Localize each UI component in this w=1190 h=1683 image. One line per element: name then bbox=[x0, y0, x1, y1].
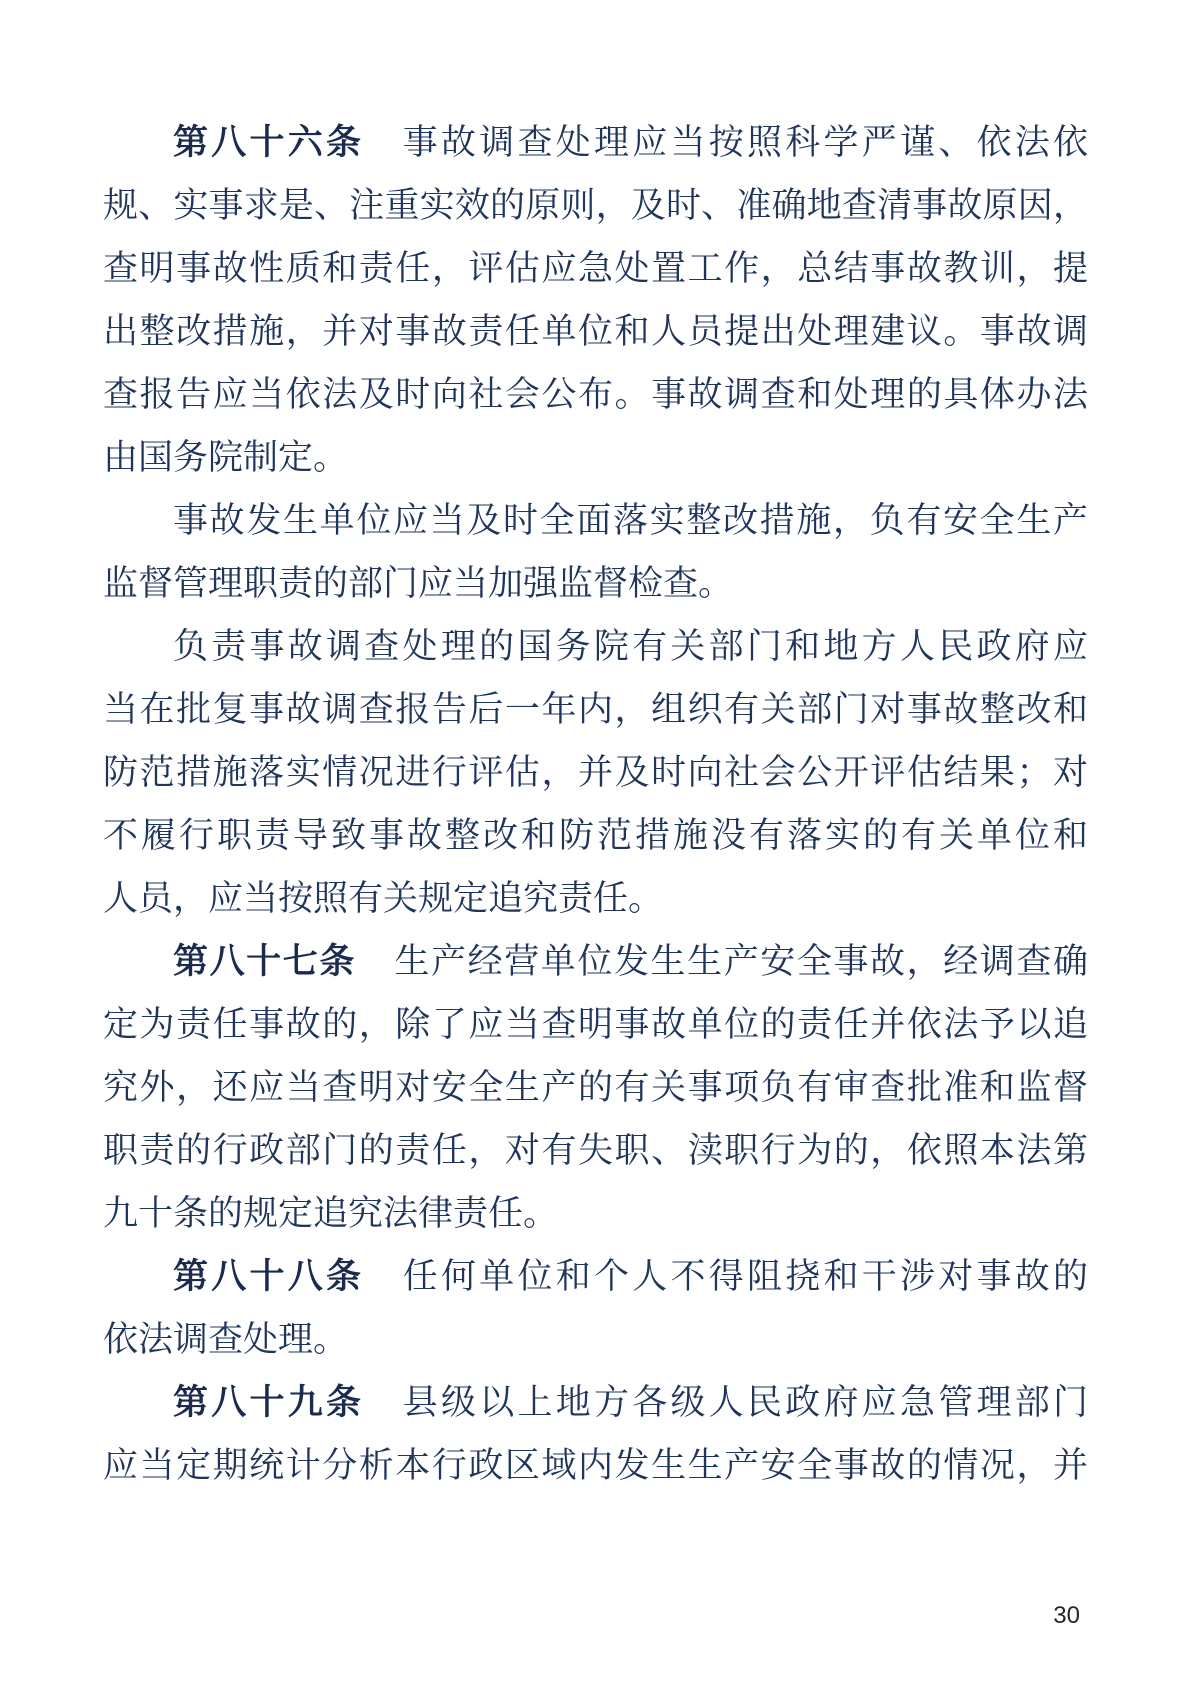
text-line: 应当定期统计分析本行政区域内发生生产安全事故的情况，并 bbox=[103, 1446, 1088, 1486]
text-line: 查明事故性质和责任，评估应急处置工作，总结事故教训，提 bbox=[103, 249, 1088, 289]
line-text: 任何单位和个人不得阻挠和干涉对事故的 bbox=[402, 1257, 1088, 1297]
text-line: 当在批复事故调查报告后一年内，组织有关部门对事故整改和 bbox=[103, 690, 1088, 730]
page-number: 30 bbox=[1053, 1602, 1080, 1629]
text-line: 依法调查处理。 bbox=[103, 1320, 349, 1360]
text-line: 出整改措施，并对事故责任单位和人员提出处理建议。事故调 bbox=[103, 312, 1088, 352]
article-number: 第八十六条 bbox=[173, 123, 365, 163]
line-text: 事故调查处理应当按照科学严谨、依法依 bbox=[402, 123, 1088, 163]
article-number: 第八十八条 bbox=[173, 1257, 365, 1297]
text-line: 规、实事求是、注重实效的原则，及时、准确地查清事故原因， bbox=[103, 186, 1088, 226]
paragraph-first-line: 负责事故调查处理的国务院有关部门和地方人民政府应 bbox=[173, 627, 1088, 667]
paragraph-first-line bbox=[103, 112, 1088, 175]
line-text: 生产经营单位发生生产安全事故，经调查确 bbox=[394, 942, 1088, 982]
paragraph-first-line: 事故发生单位应当及时全面落实整改措施，负有安全生产 bbox=[173, 501, 1088, 541]
document-body bbox=[103, 112, 1088, 1498]
text-line: 防范措施落实情况进行评估，并及时向社会公开评估结果；对 bbox=[103, 753, 1088, 793]
article-number: 第八十九条 bbox=[173, 1383, 365, 1423]
text-line: 职责的行政部门的责任，对有失职、渎职行为的，依照本法第 bbox=[103, 1131, 1088, 1171]
text-line: 人员，应当按照有关规定追究责任。 bbox=[103, 879, 664, 919]
paragraph-first-line bbox=[103, 931, 1088, 994]
paragraph-first-line bbox=[103, 1246, 1088, 1309]
paragraph-first-line bbox=[103, 1372, 1088, 1435]
text-line: 究外，还应当查明对安全生产的有关事项负有审查批准和监督 bbox=[103, 1068, 1088, 1108]
text-line: 定为责任事故的，除了应当查明事故单位的责任并依法予以追 bbox=[103, 1005, 1088, 1045]
article-number: 第八十七条 bbox=[173, 942, 356, 982]
line-text: 县级以上地方各级人民政府应急管理部门 bbox=[402, 1383, 1088, 1423]
text-line: 查报告应当依法及时向社会公布。事故调查和处理的具体办法 bbox=[103, 375, 1088, 415]
text-line: 由国务院制定。 bbox=[103, 438, 349, 478]
text-line: 九十条的规定追究法律责任。 bbox=[103, 1194, 559, 1234]
text-line: 监督管理职责的部门应当加强监督检查。 bbox=[103, 564, 734, 604]
text-line: 不履行职责导致事故整改和防范措施没有落实的有关单位和 bbox=[103, 816, 1088, 856]
